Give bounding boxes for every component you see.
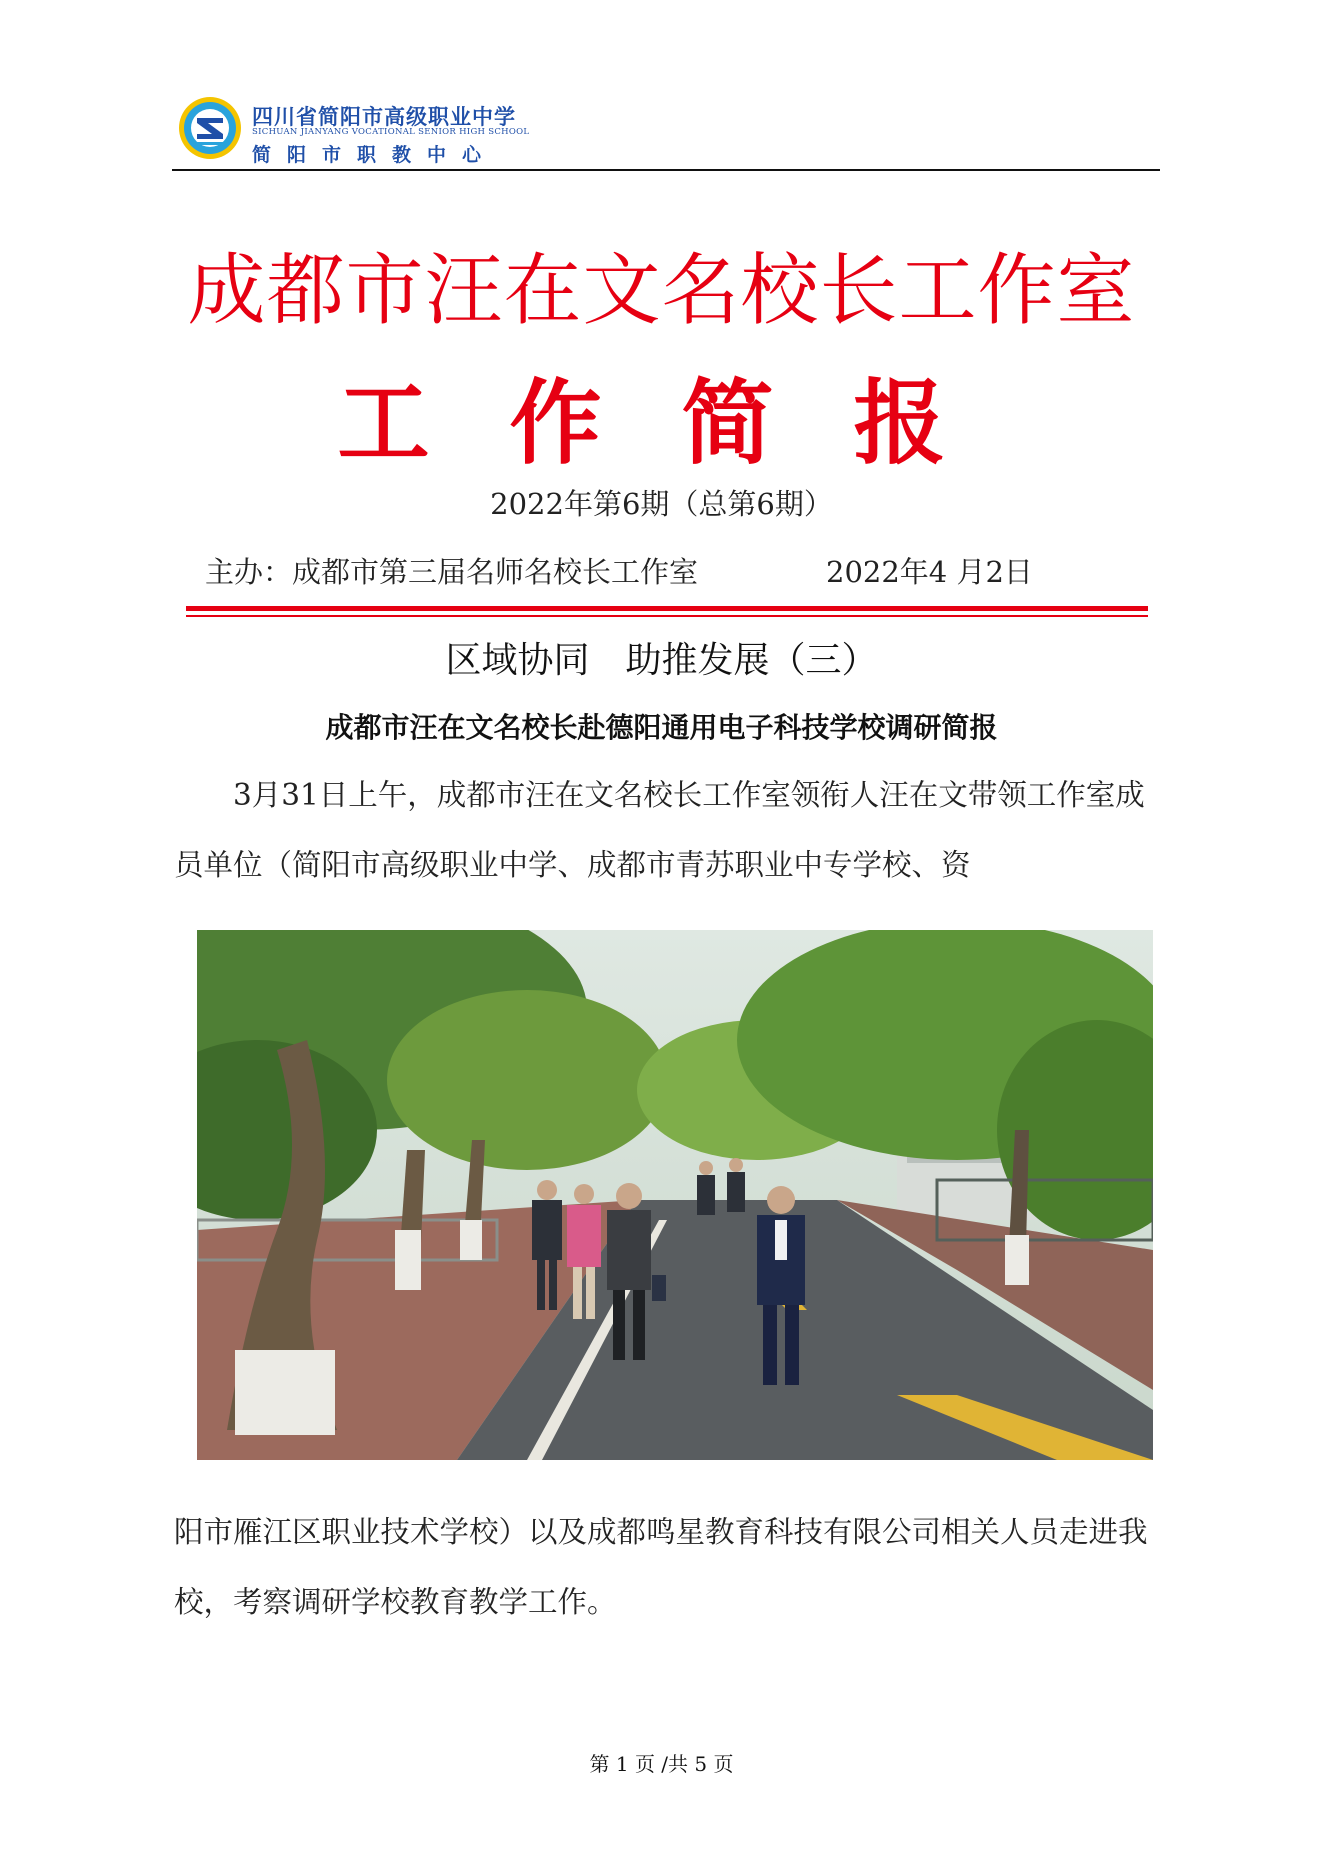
- school-center-name: 简阳市职教中心: [252, 144, 498, 166]
- header-divider: [172, 169, 1160, 171]
- article-paragraph: 阳市雁江区职业技术学校）以及成都鸣星教育科技有限公司相关人员走进我校，考察调研学校教育教学工作。: [174, 1515, 1148, 1619]
- masthead-brief-title: 工作简报: [337, 369, 1026, 477]
- article-subtitle: 成都市汪在文名校长赴德阳通用电子科技学校调研简报: [325, 711, 998, 744]
- article-title: 区域协同 助推发展（三）: [445, 640, 878, 681]
- masthead-title: 成都市汪在文名校长工作室: [187, 246, 1136, 336]
- organizer: 主办：成都市第三届名师名校长工作室: [205, 555, 699, 589]
- school-name-en: SICHUAN JIANYANG VOCATIONAL SENIOR HIGH SCHOOL: [252, 127, 530, 137]
- article-paragraph: 3月31日上午，成都市汪在文名校长工作室领衔人汪在文带领工作室成员单位（简阳市高级职业中学、成都市青苏职业中专学校、资: [174, 778, 1145, 882]
- issue-number: 2022年第6期（总第6期）: [490, 487, 833, 521]
- publication-date: 2022年4 月2日: [826, 555, 1033, 589]
- article-photo: [197, 930, 1153, 1460]
- school-name-cn: 四川省简阳市高级职业中学: [252, 104, 516, 129]
- masthead-divider-thin: [186, 615, 1148, 617]
- masthead-divider-thick: [186, 606, 1148, 611]
- page-number: 第 1 页 /共 5 页: [589, 1752, 734, 1776]
- school-logo-icon: [178, 96, 242, 160]
